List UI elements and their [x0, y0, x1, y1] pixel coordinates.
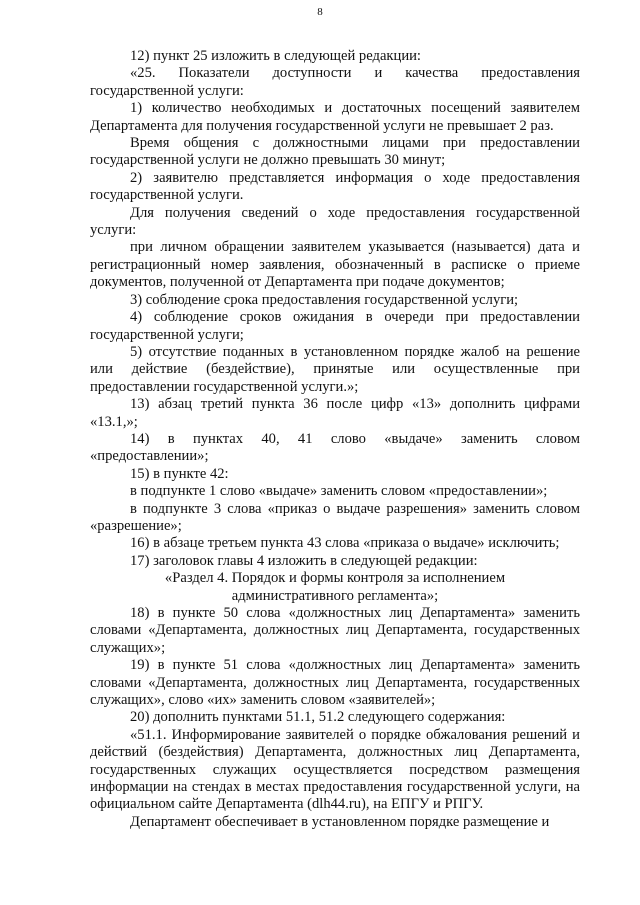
paragraph-25-heading: «25. Показатели доступности и качества предоставления государственной услуги: — [90, 65, 580, 99]
paragraph-25-item-3: 3) соблюдение срока предоставления государственной услуги; — [130, 291, 519, 308]
paragraph-15: 15) в пункте 42: — [130, 465, 229, 482]
paragraph-personal-visit: при личном обращении заявителем указывается (называется) дата и регистрационный номер заявления, обозначенный в расписке о приеме документов, полученной от Департамента при подаче документов; — [90, 239, 580, 291]
paragraph-department-duty: Департамент обеспечивает в установленном порядке размещение и — [130, 813, 550, 830]
section-4-title: «Раздел 4. Порядок и формы контроля за исполнением административного регламента»; — [164, 570, 506, 604]
paragraph-15-sub-1: в подпункте 1 слово «выдаче» заменить словом «предоставлении»; — [130, 483, 548, 500]
paragraph-17: 17) заголовок главы 4 изложить в следующей редакции: — [130, 552, 478, 569]
paragraph-25-item-5: 5) отсутствие поданных в установленном порядке жалоб на решение или действие (бездействие), принятые или осуществленные при предоставлении государственной услуги.»; — [90, 343, 580, 395]
document-body — [90, 48, 580, 831]
paragraph-info-request: Для получения сведений о ходе предоставления государственной услуги: — [90, 204, 580, 239]
paragraph-25-item-2: 2) заявителю представляется информация о ходе предоставления государственной услуги. — [90, 169, 580, 204]
paragraph-25-item-4: 4) соблюдение сроков ожидания в очереди при предоставлении государственной услуги; — [90, 309, 580, 343]
paragraph-18: 18) в пункте 50 слова «должностных лиц Департамента» заменить словами «Департамента, должностных лиц Департамента, государственных служащих»; — [90, 605, 580, 656]
paragraph-25-item-1: 1) количество необходимых и достаточных посещений заявителем Департамента для получения государственной услуги не превышает 2 раз. — [90, 100, 580, 134]
paragraph-12: 12) пункт 25 изложить в следующей редакции: — [130, 48, 421, 64]
paragraph-51-1: «51.1. Информирование заявителей о порядке обжалования решений и действий (бездействия) Департамента, должностных лиц Департамента, государственных служащих осуществляется посредством размещения информации на стендах в местах предоставления государственной услуги, на официальном сайте Департамента (dlh44.ru), на ЕПГУ и РПГУ. — [90, 726, 580, 813]
paragraph-15-sub-3: в подпункте 3 слова «приказ о выдаче разрешения» заменить словом «разрешение»; — [90, 500, 580, 534]
page-number: 8 — [317, 6, 323, 18]
paragraph-20: 20) дополнить пунктами 51.1, 51.2 следующего содержания: — [130, 709, 506, 726]
paragraph-19: 19) в пункте 51 слова «должностных лиц Департамента» заменить словами «Департамента, должностных лиц Департамента, государственных служащих», слово «их» заменить словом «заявителей»; — [90, 657, 580, 709]
paragraph-14: 14) в пунктах 40, 41 слово «выдаче» заменить словом «предоставлении»; — [90, 430, 580, 465]
paragraph-13: 13) абзац третий пункта 36 после цифр «13» дополнить цифрами «13.1,»; — [90, 396, 580, 430]
paragraph-communication-time: Время общения с должностными лицами при предоставлении государственной услуги не должно превышать 30 минут; — [90, 135, 580, 169]
paragraph-16: 16) в абзаце третьем пункта 43 слова «приказа о выдаче» исключить; — [130, 535, 560, 552]
